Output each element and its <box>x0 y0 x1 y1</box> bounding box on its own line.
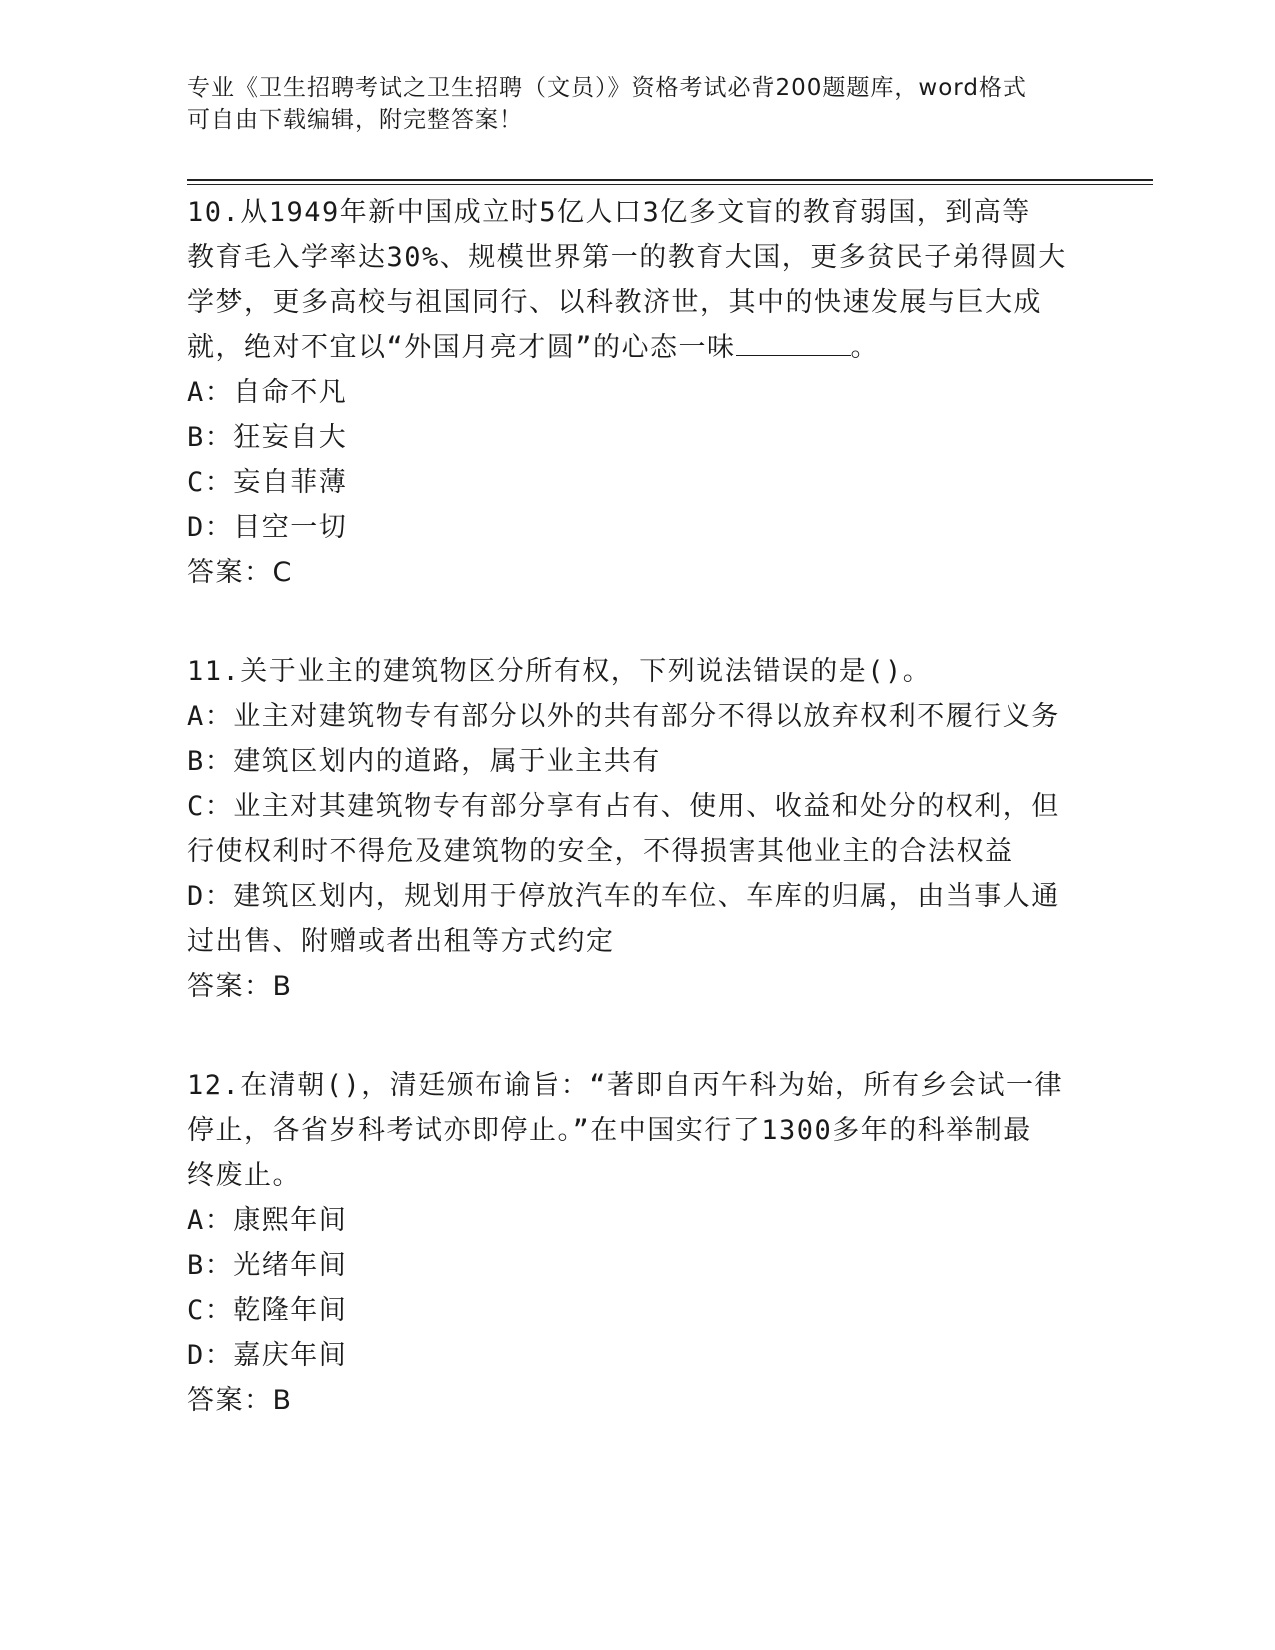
question-12 <box>187 1063 1087 1423</box>
question-stem-line: 12.在清朝()，清廷颁布谕旨：“著即自丙午科为始，所有乡会试一律 <box>187 1070 1064 1101</box>
question-10 <box>187 190 1087 595</box>
question-stem-line: 终废止。 <box>187 1160 301 1191</box>
question-stem-line-with-blank <box>187 325 1087 370</box>
header-line-1: 专业《卫生招聘考试之卫生招聘（文员）》资格考试必背200题题库，word格式 <box>187 75 1027 101</box>
question-stem-text: 就，绝对不宜以“外国月亮才圆”的心态一味 <box>187 332 736 363</box>
header-divider <box>187 179 1153 181</box>
question-stem-line: 停止，各省岁科考试亦即停止。”在中国实行了1300多年的科举制最 <box>187 1115 1032 1146</box>
option-b: B：狂妄自大 <box>187 422 348 453</box>
option-d: D：建筑区划内，规划用于停放汽车的车位、车库的归属，由当事人通 <box>187 881 1060 912</box>
option-b: B：光绪年间 <box>187 1250 348 1281</box>
question-11 <box>187 649 1087 1009</box>
question-stem-tail: 。 <box>850 332 880 363</box>
question-stem-line: 10.从1949年新中国成立时5亿人口3亿多文盲的教育弱国，到高等 <box>187 197 1031 228</box>
option-a: A：业主对建筑物专有部分以外的共有部分不得以放弃权利不履行义务 <box>187 701 1060 732</box>
option-d: D：目空一切 <box>187 512 348 543</box>
question-stem-line: 学梦，更多高校与祖国同行、以科教济世，其中的快速发展与巨大成 <box>187 287 1042 318</box>
answer: 答案：C <box>187 557 293 588</box>
option-d: D：嘉庆年间 <box>187 1340 348 1371</box>
question-stem-line: 教育毛入学率达30%、规模世界第一的教育大国，更多贫民子弟得圆大 <box>187 242 1067 273</box>
option-c: C：妄自菲薄 <box>187 467 348 498</box>
question-stem-line: 11.关于业主的建筑物区分所有权，下列说法错误的是()。 <box>187 656 932 687</box>
option-c: C：乾隆年间 <box>187 1295 348 1326</box>
question-list <box>187 190 1087 1477</box>
header-line-2: 可自由下载编辑，附完整答案！ <box>187 107 523 133</box>
answer: 答案：B <box>187 1385 293 1416</box>
answer: 答案：B <box>187 971 293 1002</box>
option-a: A：康熙年间 <box>187 1205 348 1236</box>
option-c: C：业主对其建筑物专有部分享有占有、使用、收益和处分的权利，但 <box>187 791 1060 822</box>
option-a: A：自命不凡 <box>187 377 348 408</box>
document-header <box>187 72 1087 136</box>
option-b: B：建筑区划内的道路，属于业主共有 <box>187 746 661 777</box>
option-d-continued: 过出售、附赠或者出租等方式约定 <box>187 926 615 957</box>
option-c-continued: 行使权利时不得危及建筑物的安全，不得损害其他业主的合法权益 <box>187 836 1014 867</box>
header-divider-thin <box>187 184 1153 185</box>
fill-blank <box>736 329 851 356</box>
